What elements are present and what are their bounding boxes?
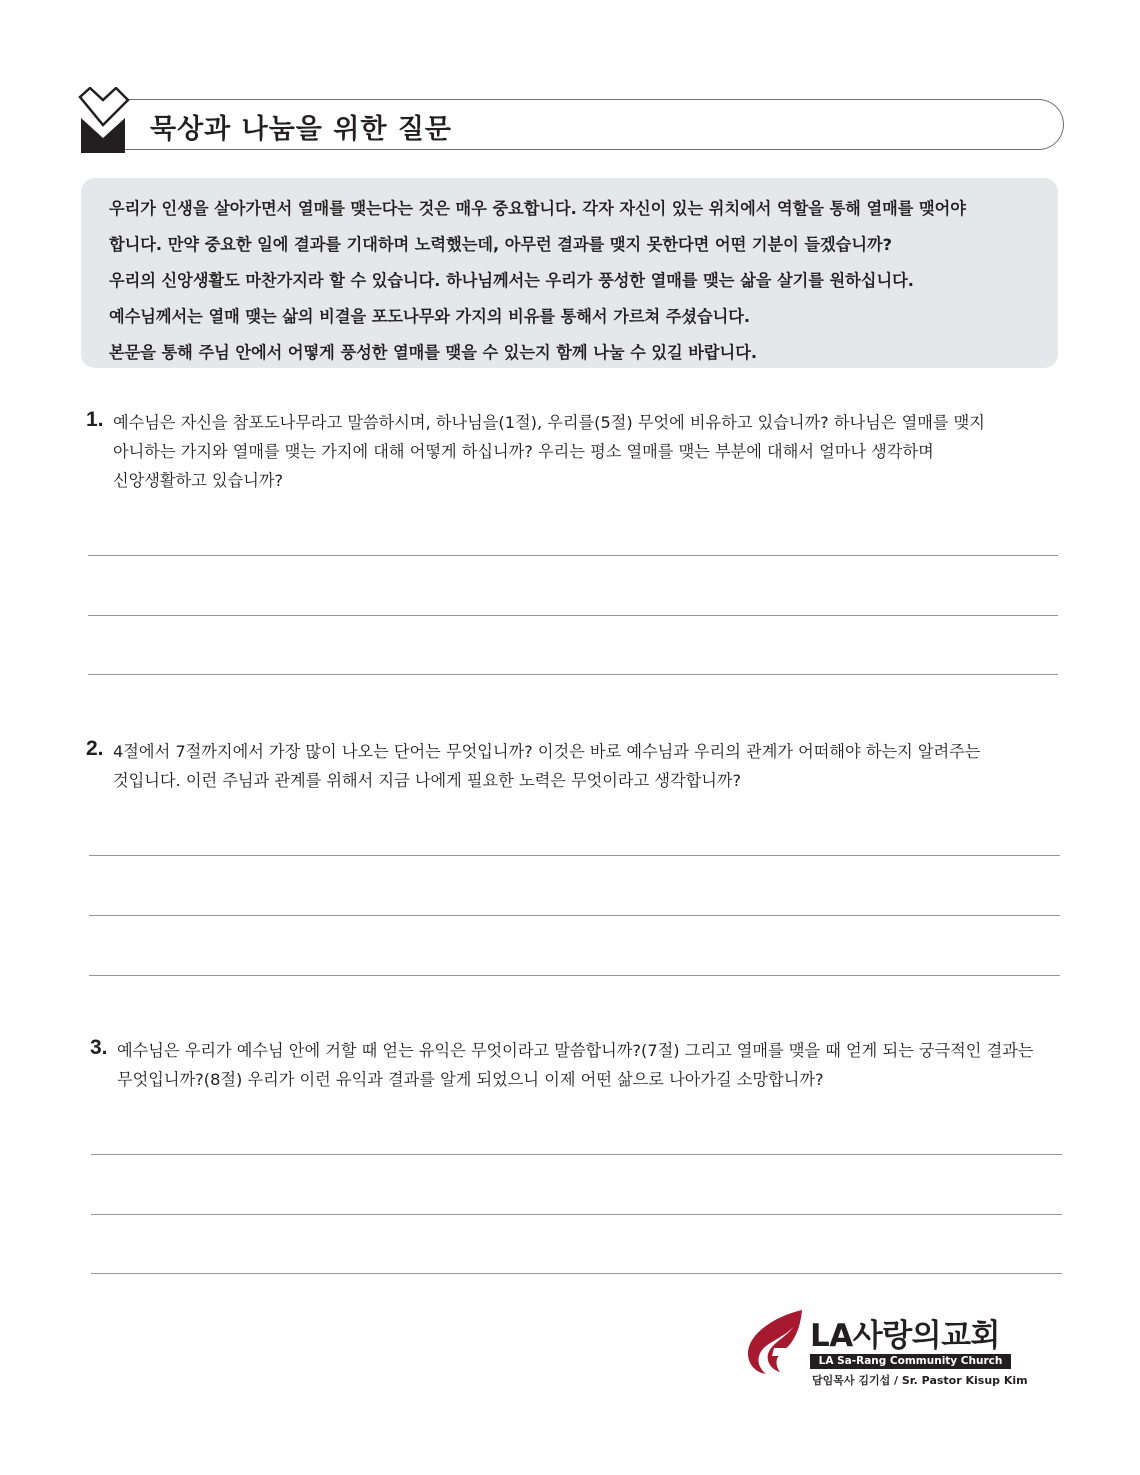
- flame-icon: [744, 1308, 806, 1376]
- question-line: 예수님은 우리가 예수님 안에 거할 때 얻는 유익은 무엇이라고 말씀합니까?(7절) 그리고 열매를 맺을 때 얻게 되는 궁극적인 결과는: [117, 1041, 1034, 1060]
- question-text: [113, 408, 1063, 495]
- question-line: 신앙생활하고 있습니까?: [113, 471, 284, 490]
- question-line: 4절에서 7절까지에서 가장 많이 나오는 단어는 무엇입니까? 이것은 바로 예수님과 우리의 관계가 어떠해야 하는지 알려주는: [113, 742, 981, 761]
- answer-line[interactable]: [88, 674, 1058, 675]
- answer-line[interactable]: [88, 615, 1058, 616]
- intro-line: 우리가 인생을 살아가면서 열매를 맺는다는 것은 매우 중요합니다. 각자 자신이 있는 위치에서 역할을 통해 열매를 맺어야: [109, 199, 966, 218]
- answer-line[interactable]: [88, 555, 1058, 556]
- answer-line[interactable]: [91, 1154, 1062, 1155]
- answer-line[interactable]: [89, 975, 1060, 976]
- question-text: [113, 737, 1063, 795]
- logo-english-name: LA Sa-Rang Community Church: [810, 1354, 1011, 1369]
- answer-line[interactable]: [89, 915, 1060, 916]
- logo-pastor: 담임목사 김기섭 / Sr. Pastor Kisup Kim: [812, 1374, 1028, 1387]
- question-line: 아니하는 가지와 열매를 맺는 가지에 대해 어떻게 하십니까? 우리는 평소 열매를 맺는 부분에 대해서 얼마나 생각하며: [113, 442, 934, 461]
- question-line: 무엇입니까?(8절) 우리가 이런 유익과 결과를 알게 되었으니 이제 어떤 삶으로 나아가길 소망합니까?: [117, 1070, 824, 1089]
- section-header: [78, 99, 1065, 152]
- intro-line: 본문을 통해 주님 안에서 어떻게 풍성한 열매를 맺을 수 있는지 함께 나눌 수 있길 바랍니다.: [109, 343, 757, 362]
- question-number: 2.: [86, 737, 104, 760]
- answer-line[interactable]: [91, 1214, 1062, 1215]
- question-line: 예수님은 자신을 참포도나무라고 말씀하시며, 하나님을(1절), 우리를(5절) 무엇에 비유하고 있습니까? 하나님은 열매를 맺지: [113, 413, 985, 432]
- question-text: [117, 1036, 1067, 1094]
- question-number: 1.: [86, 408, 104, 431]
- intro-line: 우리의 신앙생활도 마찬가지라 할 수 있습니다. 하나님께서는 우리가 풍성한 열매를 맺는 삶을 살기를 원하십니다.: [109, 271, 914, 290]
- intro-line: 예수님께서는 열매 맺는 삶의 비결을 포도나무와 가지의 비유를 통해서 가르쳐 주셨습니다.: [109, 307, 751, 326]
- answer-line[interactable]: [89, 855, 1060, 856]
- checkmark-icon: [78, 87, 130, 153]
- intro-line: 합니다. 만약 중요한 일에 결과를 기대하며 노력했는데, 아무런 결과를 맺지 못한다면 어떤 기분이 들겠습니까?: [109, 235, 892, 254]
- question-number: 3.: [90, 1036, 108, 1059]
- church-logo: [744, 1308, 1028, 1388]
- logo-name: LA사랑의교회: [810, 1318, 1000, 1354]
- answer-line[interactable]: [91, 1273, 1062, 1274]
- intro-box: [81, 178, 1058, 368]
- question-line: 것입니다. 이런 주님과 관계를 위해서 지금 나에게 필요한 노력은 무엇이라고 생각합니까?: [113, 771, 742, 790]
- page-title: 묵상과 나눔을 위한 질문: [150, 114, 453, 145]
